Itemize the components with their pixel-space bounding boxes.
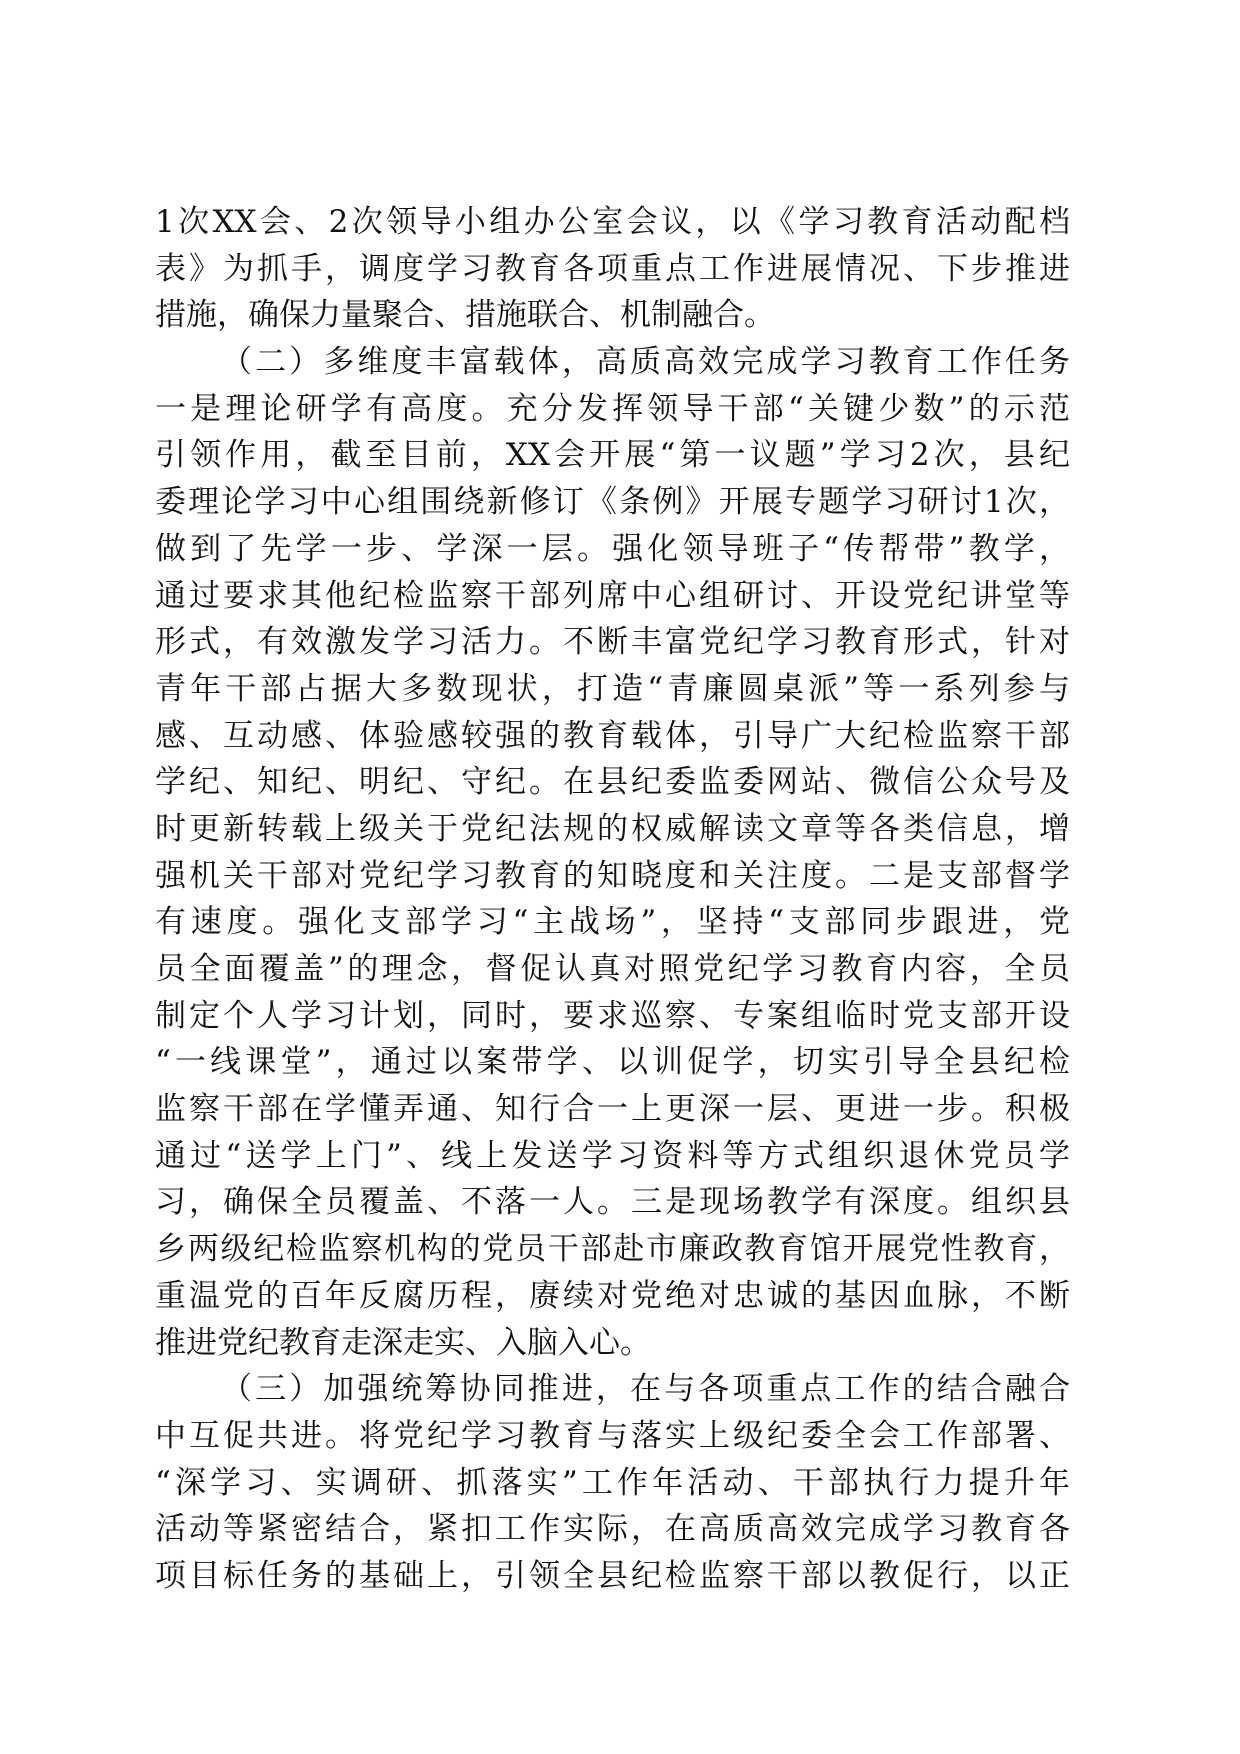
text-line: 习，确保全员覆盖、不落一人。三是现场教学有深度。组织县 bbox=[155, 1184, 1070, 1221]
text-line: 推进党纪教育走深走实、入脑入心。 bbox=[155, 1324, 651, 1361]
text-line: 重温党的百年反腐历程，赓续对党绝对忠诚的基因血脉，不断 bbox=[155, 1277, 1070, 1314]
text-line: 学纪、知纪、明纪、守纪。在县纪委监委网站、微信公众号及 bbox=[155, 764, 1070, 801]
section-heading-3: （三）加强统筹协同推进，在与各项重点工作的结合融合 bbox=[221, 1371, 1070, 1408]
text-line: 做到了先学一步、学深一层。强化领导班子“传帮带”教学， bbox=[155, 530, 1070, 567]
section-heading-2: （二）多维度丰富载体，高质高效完成学习教育工作任务 bbox=[221, 344, 1070, 381]
text-line: 项目标任务的基础上，引领全县纪检监察干部以教促行，以正 bbox=[155, 1557, 1070, 1594]
text-line: 制定个人学习计划，同时，要求巡察、专案组临时党支部开设 bbox=[155, 997, 1070, 1034]
text-line: 中互促共进。将党纪学习教育与落实上级纪委全会工作部署、 bbox=[155, 1417, 1070, 1454]
text-line: 时更新转载上级关于党纪法规的权威解读文章等各类信息，增 bbox=[155, 810, 1070, 847]
text-line: 一是理论研学有高度。充分发挥领导干部“关键少数”的示范 bbox=[155, 390, 1070, 427]
text-line: 强机关干部对党纪学习教育的知晓度和关注度。二是支部督学 bbox=[155, 857, 1070, 894]
text-line: 员全面覆盖”的理念，督促认真对照党纪学习教育内容，全员 bbox=[155, 951, 1070, 987]
text-line: “深学习、实调研、抓落实”工作年活动、干部执行力提升年 bbox=[155, 1464, 1070, 1501]
text-line: 乡两级纪检监察机构的党员干部赴市廉政教育馆开展党性教育， bbox=[155, 1231, 1070, 1268]
text-line: “一线课堂”，通过以案带学、以训促学，切实引导全县纪检 bbox=[155, 1044, 1070, 1081]
text-line: 监察干部在学懂弄通、知行合一上更深一层、更进一步。积极 bbox=[155, 1091, 1070, 1128]
text-line: 表》为抓手，调度学习教育各项重点工作进展情况、下步推进 bbox=[155, 250, 1070, 287]
text-line: 形式，有效激发学习活力。不断丰富党纪学习教育形式，针对 bbox=[155, 624, 1070, 661]
text-line: 通过“送学上门”、线上发送学习资料等方式组织退休党员学 bbox=[155, 1137, 1070, 1174]
text-line: 有速度。强化支部学习“主战场”，坚持“支部同步跟进，党 bbox=[155, 904, 1070, 941]
text-line: 引领作用，截至目前，XX会开展“第一议题”学习2次，县纪 bbox=[155, 437, 1070, 474]
document-page bbox=[155, 199, 1070, 1600]
text-line: 措施，确保力量聚合、措施联合、机制融合。 bbox=[155, 297, 775, 334]
text-line: 通过要求其他纪检监察干部列席中心组研讨、开设党纪讲堂等 bbox=[155, 577, 1070, 614]
text-line: 活动等紧密结合，紧扣工作实际，在高质高效完成学习教育各 bbox=[155, 1511, 1070, 1548]
text-line: 委理论学习中心组围绕新修订《条例》开展专题学习研讨1次， bbox=[155, 484, 1070, 521]
text-line: 感、互动感、体验感较强的教育载体，引导广大纪检监察干部 bbox=[155, 717, 1070, 754]
text-line: 青年干部占据大多数现状，打造“青廉圆桌派”等一系列参与 bbox=[155, 670, 1070, 707]
text-line: 1次XX会、2次领导小组办公室会议，以《学习教育活动配档 bbox=[155, 204, 1070, 240]
